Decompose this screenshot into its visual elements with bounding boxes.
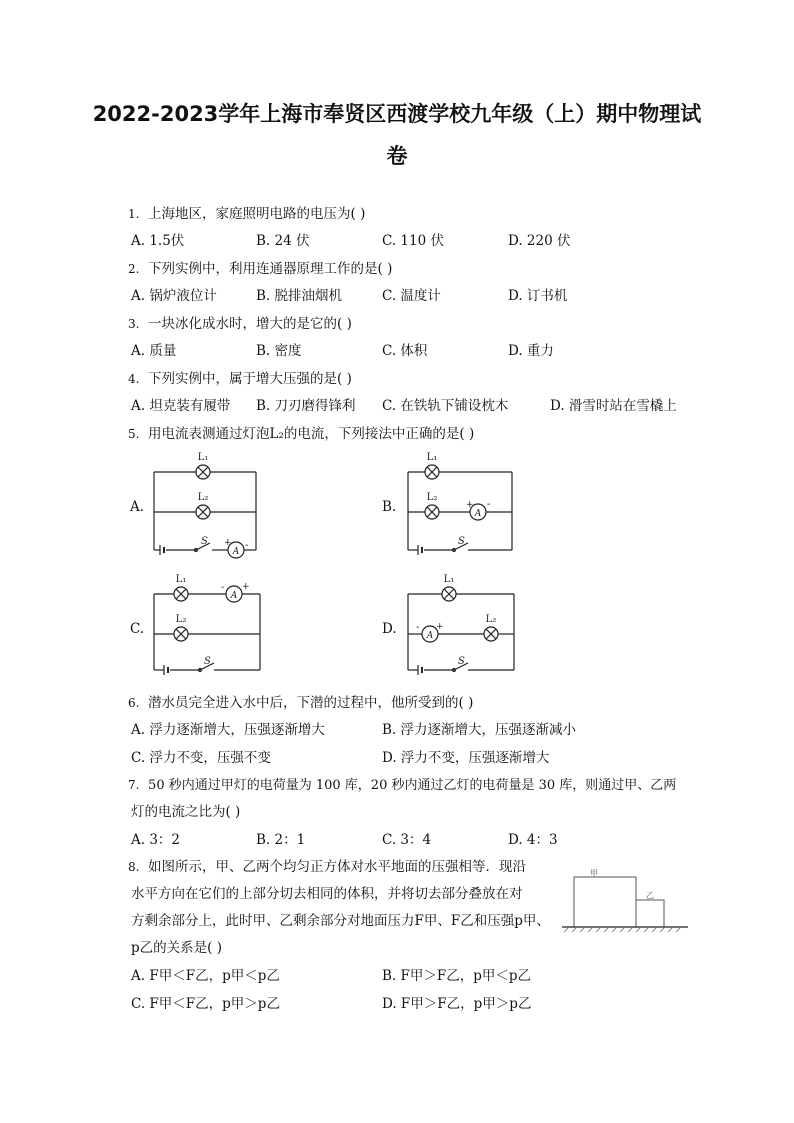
q5-text: 用电流表测通过灯泡L₂的电流，下列接法中正确的是( ) — [148, 426, 475, 442]
q1-stem — [128, 205, 365, 223]
circuit-b — [404, 448, 518, 564]
circuit-a-ammeter-label: A — [232, 547, 240, 557]
q7-stem — [128, 776, 676, 795]
q3-text: 一块冰化成水时，增大的是它的( ) — [148, 316, 352, 332]
q8-figure — [560, 866, 690, 942]
q6-option-b: B. 浮力逐渐增大，压强逐渐减小 — [382, 722, 577, 738]
circuit-d-minus: - — [416, 622, 420, 633]
q5-label-c: C. — [130, 621, 145, 637]
q5-label-d: D. — [382, 621, 397, 637]
q6-option-a: A. 浮力逐渐增大，压强逐渐增大 — [131, 722, 325, 738]
q2-option-c: C. 温度计 — [382, 288, 441, 304]
q8-stem — [128, 858, 526, 876]
q6-option-c: C. 浮力不变，压强不变 — [131, 750, 271, 766]
page-title-line2: 卷 — [386, 144, 408, 168]
q1-number: 1. — [128, 207, 140, 221]
q3-option-c: C. 体积 — [382, 343, 428, 359]
circuit-a-l2-label: L₂ — [197, 492, 209, 503]
circuit-d-plus: + — [436, 622, 444, 632]
q1-option-c: C. 110 伏 — [382, 233, 444, 249]
circuit-c-l1-label: L₁ — [175, 574, 187, 585]
q8-option-d: D. F甲＞F乙，p甲＞p乙 — [382, 996, 532, 1012]
q5-label-b: B. — [382, 499, 397, 515]
q8-text-line3: 方剩余部分上，此时甲、乙剩余部分对地面压力F甲、F乙和压强p甲、 — [131, 913, 550, 929]
q8-figure-yi-label: 乙 — [646, 891, 654, 900]
circuit-c — [150, 570, 264, 678]
q4-option-b: B. 刀刃磨得锋利 — [256, 398, 356, 414]
circuit-d-ammeter-label: A — [426, 631, 434, 641]
q4-number: 4. — [128, 372, 140, 386]
q8-option-a: A. F甲＜F乙，p甲＜p乙 — [131, 968, 280, 984]
q3-number: 3. — [128, 317, 140, 331]
circuit-c-plus: + — [242, 582, 250, 592]
q3-stem — [128, 315, 352, 333]
circuit-a-s-label: S — [201, 536, 208, 547]
q7-option-c: C. 3：4 — [382, 832, 432, 848]
q6-number: 6. — [128, 696, 140, 710]
circuit-b-ammeter-label: A — [474, 509, 482, 519]
q7-text-line2: 灯的电流之比为( ) — [131, 804, 241, 820]
q3-option-d: D. 重力 — [508, 343, 554, 359]
q4-text: 下列实例中，属于增大压强的是( ) — [148, 371, 352, 387]
q8-text-line2: 水平方向在它们的上部分切去相同的体积，并将切去部分叠放在对 — [131, 886, 523, 902]
circuit-a-plus: + — [224, 538, 232, 548]
circuit-a — [150, 448, 262, 564]
q1-option-d: D. 220 伏 — [508, 233, 571, 249]
q2-option-a: A. 锅炉液位计 — [131, 288, 217, 304]
q7-option-b: B. 2：1 — [256, 832, 306, 848]
circuit-b-s-label: S — [458, 536, 465, 547]
circuit-d — [404, 570, 518, 678]
q7-number: 7. — [128, 778, 140, 792]
q8-option-b: B. F甲＞F乙，p甲＜p乙 — [382, 968, 532, 984]
q7-option-d: D. 4：3 — [508, 832, 558, 848]
q4-option-d: D. 滑雪时站在雪橇上 — [550, 398, 677, 414]
q6-option-d: D. 浮力不变，压强逐渐增大 — [382, 750, 550, 766]
circuit-a-minus: - — [245, 540, 249, 551]
q8-number: 8. — [128, 860, 140, 874]
q3-option-b: B. 密度 — [256, 343, 302, 359]
q2-option-d: D. 订书机 — [508, 288, 568, 304]
q5-number: 5. — [128, 427, 140, 441]
q1-option-a: A. 1.5伏 — [131, 233, 185, 249]
circuit-d-l1-label: L₁ — [443, 574, 455, 585]
circuit-c-ammeter-label: A — [230, 591, 238, 601]
q6-text: 潜水员完全进入水中后，下潜的过程中，他所受到的( ) — [148, 695, 474, 711]
q8-text-line4: p乙的关系是( ) — [131, 940, 222, 956]
q2-stem — [128, 260, 392, 278]
circuit-a-l1-label: L₁ — [197, 452, 209, 463]
circuit-b-minus: - — [487, 499, 491, 510]
circuit-b-plus: + — [466, 500, 474, 510]
q8-figure-jia-label: 甲 — [590, 869, 598, 878]
q2-option-b: B. 脱排油烟机 — [256, 288, 343, 304]
q6-stem — [128, 694, 473, 712]
q7-text-line1: 50 秒内通过甲灯的电荷量为 100 库，20 秒内通过乙灯的电荷量是 30 库，则通过甲、乙两 — [148, 778, 677, 793]
circuit-c-l2-label: L₂ — [175, 614, 187, 625]
q2-number: 2. — [128, 262, 140, 276]
q4-option-c: C. 在铁轨下铺设枕木 — [382, 398, 509, 414]
q1-option-b: B. 24 伏 — [256, 233, 310, 249]
q1-text: 上海地区，家庭照明电路的电压为( ) — [148, 206, 366, 222]
circuit-d-s-label: S — [458, 656, 465, 667]
circuit-c-s-label: S — [204, 656, 211, 667]
q5-label-a: A. — [130, 499, 145, 515]
circuit-c-minus: - — [221, 582, 225, 593]
q5-stem — [128, 425, 474, 443]
q8-text-line1: 如图所示，甲、乙两个均匀正方体对水平地面的压强相等．现沿 — [148, 859, 527, 875]
q8-option-c: C. F甲＜F乙，p甲＞p乙 — [131, 996, 280, 1012]
q4-option-a: A. 坦克装有履带 — [131, 398, 231, 414]
circuit-b-l1-label: L₁ — [426, 452, 438, 463]
q7-option-a: A. 3：2 — [131, 832, 181, 848]
page-title-line1: 2022-2023学年上海市奉贤区西渡学校九年级（上）期中物理试 — [92, 102, 702, 126]
q2-text: 下列实例中，利用连通器原理工作的是( ) — [148, 261, 393, 277]
circuit-d-l2-label: L₂ — [485, 614, 497, 625]
q3-option-a: A. 质量 — [131, 343, 177, 359]
q4-stem — [128, 370, 352, 388]
circuit-b-l2-label: L₂ — [426, 492, 438, 503]
